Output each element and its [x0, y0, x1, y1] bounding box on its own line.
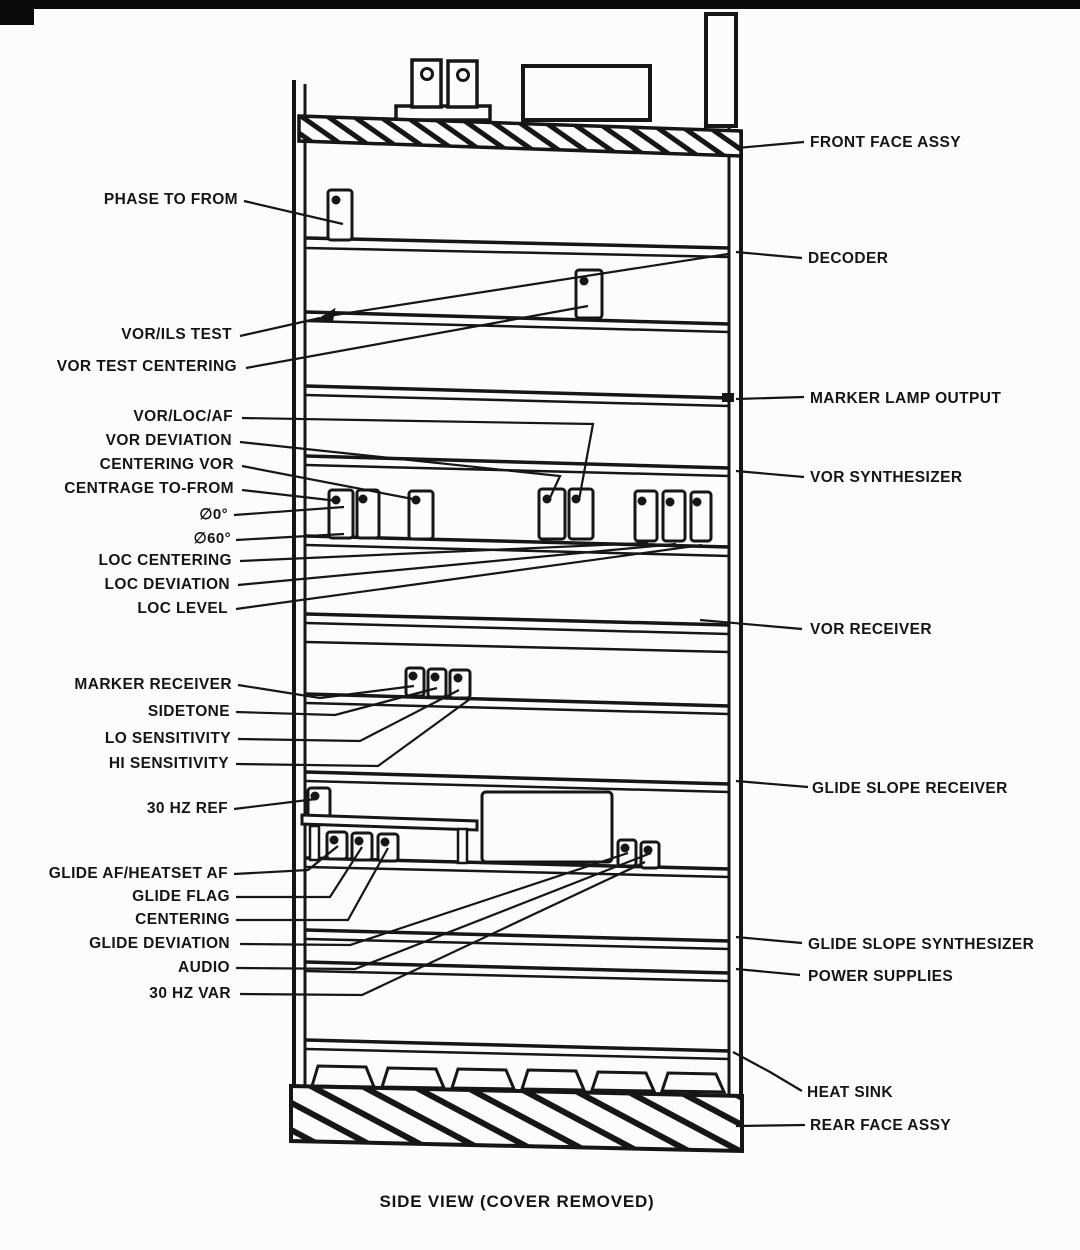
- label-centering-vor: CENTERING VOR: [99, 456, 234, 473]
- pot: [663, 491, 685, 541]
- leader-vor-synthesizer: [736, 471, 804, 477]
- leader-vor-ils-extension: [322, 254, 728, 317]
- label-glide-flag: GLIDE FLAG: [132, 888, 230, 905]
- label-lo-sensitivity: LO SENSITIVITY: [104, 730, 231, 747]
- label-power-supplies: POWER SUPPLIES: [808, 968, 954, 985]
- labels-left: [49, 191, 238, 1002]
- leader-front-face: [737, 142, 804, 148]
- leader-marker-lamp-tick: [722, 393, 734, 402]
- label-vor-test-centering: VOR TEST CENTERING: [56, 358, 237, 375]
- label-30hz-ref: 30 HZ REF: [146, 800, 228, 817]
- label-glide-af-heatset-af: GLIDE AF/HEATSET AF: [48, 865, 228, 882]
- pot-dot: [332, 196, 341, 205]
- label-loc-deviation: LOC DEVIATION: [104, 576, 230, 593]
- leader-decoder: [736, 252, 802, 258]
- pot: [378, 834, 398, 861]
- leader-centrage-to-from: [242, 490, 338, 501]
- chassis: [291, 14, 742, 1151]
- glide-support-leg-left: [310, 826, 319, 860]
- label-vor-loc-af: VOR/LOC/AF: [133, 408, 233, 425]
- label-marker-lamp-output: MARKER LAMP OUTPUT: [810, 390, 1002, 407]
- label-glide-slope-synthesizer: GLIDE SLOPE SYNTHESIZER: [808, 936, 1035, 953]
- top-module-box: [523, 66, 650, 120]
- label-vor-receiver: VOR RECEIVER: [810, 621, 932, 638]
- pot-phase-to-from: [328, 190, 352, 240]
- label-hi-sensitivity: HI SENSITIVITY: [108, 755, 229, 772]
- label-loc-centering: LOC CENTERING: [98, 552, 232, 569]
- label-audio: AUDIO: [178, 959, 230, 976]
- label-phi0: ∅0°: [199, 506, 228, 523]
- leader-gs-synthesizer: [736, 937, 802, 943]
- label-loc-level: LOC LEVEL: [137, 600, 228, 617]
- top-lug-right: [448, 61, 477, 107]
- label-decoder: DECODER: [808, 250, 889, 267]
- glide-support-bar: [302, 815, 477, 830]
- label-vor-synthesizer: VOR SYNTHESIZER: [810, 469, 963, 486]
- vor-synth-pot-row: [329, 489, 711, 541]
- leader-glide-deviation: [240, 853, 628, 945]
- rear-face-plate: [291, 1086, 742, 1151]
- label-marker-receiver: MARKER RECEIVER: [74, 676, 232, 693]
- scan-corner-mark: [0, 0, 34, 25]
- leader-power-supplies: [736, 969, 800, 975]
- scan-top-bar: [0, 0, 1080, 9]
- leader-rear-face: [736, 1125, 805, 1126]
- leader-heat-sink: [733, 1052, 802, 1091]
- top-lug-right-hole: [458, 70, 469, 81]
- scan-artifacts: [0, 0, 1080, 25]
- glide-support-leg-right: [458, 829, 467, 863]
- leader-marker-lamp: [736, 397, 804, 399]
- top-tall-connector: [706, 14, 736, 126]
- label-rear-face-assy: REAR FACE ASSY: [810, 1117, 952, 1134]
- pot: [539, 489, 565, 539]
- pot-30hz-ref: [308, 788, 330, 818]
- glide-module-box: [482, 792, 612, 862]
- top-lug-left-hole: [422, 69, 433, 80]
- shelves: [306, 238, 729, 1059]
- leader-vor-deviation: [240, 442, 560, 500]
- label-centrage-to-from: CENTRAGE TO-FROM: [64, 480, 234, 497]
- label-centering: CENTERING: [135, 911, 230, 928]
- label-30hz-var: 30 HZ VAR: [149, 985, 231, 1002]
- leader-hi-sensitivity: [236, 699, 470, 766]
- leader-vor-ils-test: [240, 318, 320, 336]
- label-phi60: ∅60°: [193, 530, 231, 547]
- label-phase-to-from: PHASE TO FROM: [103, 191, 238, 208]
- label-glide-deviation: GLIDE DEVIATION: [89, 935, 230, 952]
- front-face-plate: [299, 116, 741, 156]
- labels-right: [807, 134, 1034, 1134]
- label-vor-ils-test: VOR/ILS TEST: [121, 326, 232, 343]
- label-vor-deviation: VOR DEVIATION: [105, 432, 232, 449]
- label-front-face-assy: FRONT FACE ASSY: [810, 134, 961, 151]
- figure-caption: SIDE VIEW (COVER REMOVED): [379, 1192, 655, 1211]
- leader-gs-receiver: [736, 781, 808, 787]
- label-glide-slope-receiver: GLIDE SLOPE RECEIVER: [812, 780, 1008, 797]
- label-sidetone: SIDETONE: [147, 703, 230, 720]
- label-heat-sink: HEAT SINK: [807, 1084, 893, 1101]
